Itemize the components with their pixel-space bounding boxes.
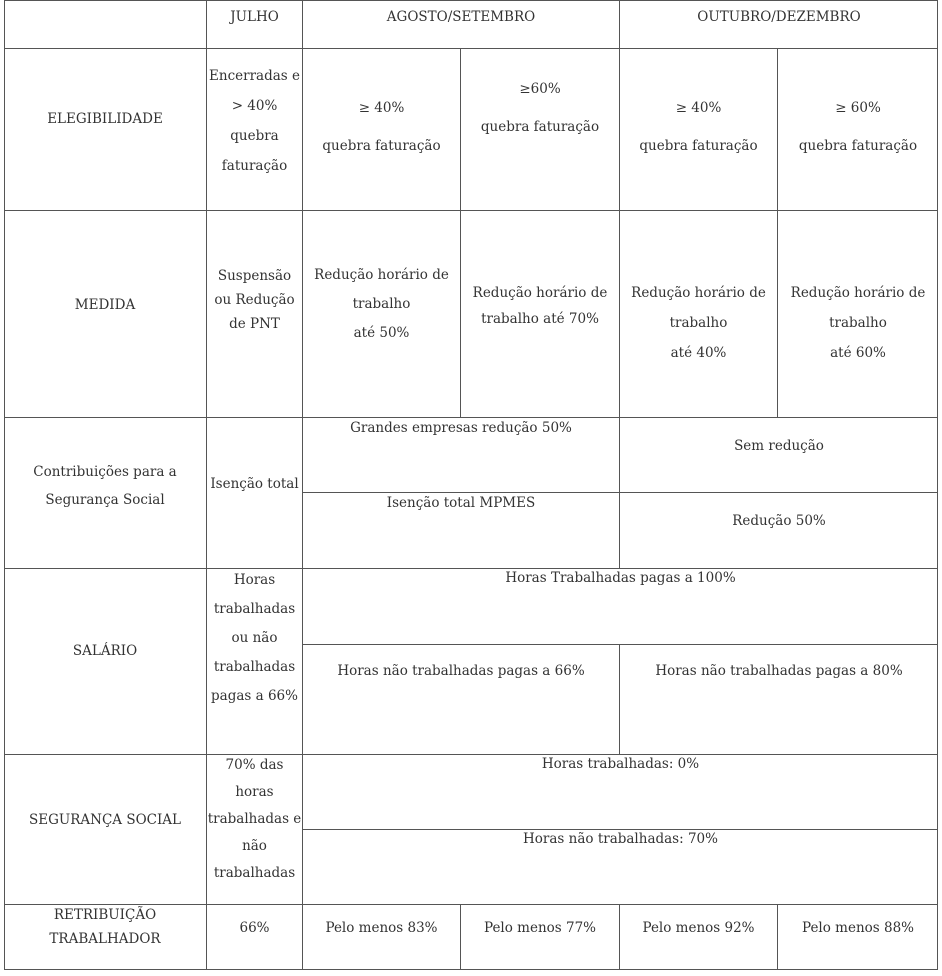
sub-row-line	[302, 644, 938, 645]
row-label-elegibilidade: ELEGIBILIDADE	[47, 111, 163, 127]
cell-salario-ago-nao-trabalhadas: Horas não trabalhadas pagas a 66%	[337, 663, 585, 679]
cell-seguranca-social-julho: 70% das horas trabalhadas e não trabalhadas	[207, 757, 302, 881]
cell-retribuicao-ago-2: Pelo menos 77%	[483, 920, 597, 936]
cell-elegibilidade-julho: Encerradas e > 40% quebra faturação	[209, 68, 300, 174]
cell-elegibilidade-ago-40: ≥ 40% quebra faturação	[322, 100, 441, 154]
header-julho: JULHO	[230, 9, 279, 25]
row-label-medida: MEDIDA	[74, 297, 136, 313]
cell-salario-out-nao-trabalhadas: Horas não trabalhadas pagas a 80%	[655, 663, 903, 679]
cell-contribuicoes-grandes-empresas: Grandes empresas redução 50%	[350, 420, 572, 436]
cell-medida-ago-50: Redução horário de trabalho até 50%	[314, 267, 449, 341]
cell-medida-out-40: Redução horário de trabalho até 40%	[631, 285, 766, 361]
row-label-contribuicoes: Contribuições para a Segurança Social	[33, 464, 177, 508]
cell-medida-julho: Suspensão ou Redução de PNT	[214, 268, 295, 332]
cell-medida-out-60: Redução horário de trabalho até 60%	[790, 285, 926, 361]
cell-retribuicao-out-2: Pelo menos 88%	[801, 920, 915, 936]
cell-retribuicao-out-1: Pelo menos 92%	[642, 920, 755, 936]
cell-salario-horas-trabalhadas: Horas Trabalhadas pagas a 100%	[505, 570, 736, 586]
cell-contribuicoes-sem-reducao: Sem redução	[734, 438, 824, 454]
row-label-retribuicao: RETRIBUIÇÃO TRABALHADOR	[49, 907, 161, 947]
cell-medida-ago-70: Redução horário de trabalho até 70%	[472, 285, 608, 327]
row-line	[4, 210, 938, 211]
row-label-seguranca-social: SEGURANÇA SOCIAL	[28, 812, 182, 828]
cell-elegibilidade-ago-60: ≥60% quebra faturação	[480, 81, 600, 135]
cell-salario-julho: Horas trabalhadas ou não trabalhadas pagas a 66%	[211, 572, 298, 704]
cell-contribuicoes-mpmes: Isenção total MPMES	[386, 495, 536, 511]
cell-seguranca-social-horas-trabalhadas: Horas trabalhadas: 0%	[541, 756, 700, 772]
row-line	[4, 48, 938, 49]
cell-elegibilidade-out-60: ≥ 60% quebra faturação	[798, 100, 918, 154]
cell-retribuicao-ago-1: Pelo menos 83%	[325, 920, 438, 936]
cell-elegibilidade-out-40: ≥ 40% quebra faturação	[639, 100, 758, 154]
cell-contribuicoes-julho: Isenção total	[210, 476, 299, 492]
cell-retribuicao-julho: 66%	[239, 920, 270, 936]
header-outubro-dezembro: OUTUBRO/DEZEMBRO	[697, 9, 861, 25]
cell-contribuicoes-reducao: Redução 50%	[732, 513, 826, 529]
comparison-table	[4, 0, 938, 970]
row-label-salario: SALÁRIO	[72, 643, 138, 659]
header-agosto-setembro: AGOSTO/SETEMBRO	[386, 9, 536, 25]
cell-seguranca-social-horas-nao-trabalhadas: Horas não trabalhadas: 70%	[523, 831, 718, 847]
